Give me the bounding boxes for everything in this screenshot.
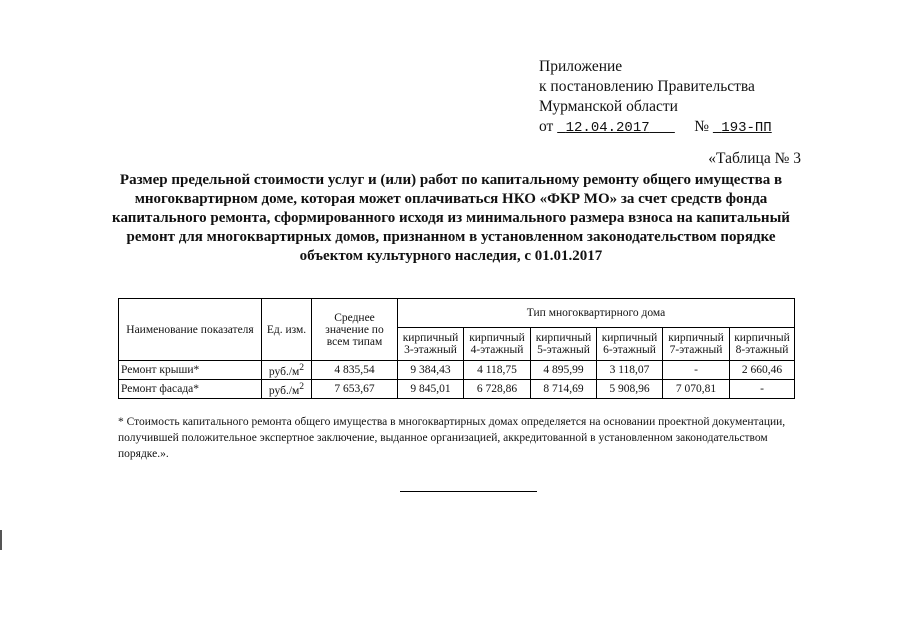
header-type: Тип многоквартирного дома: [398, 299, 795, 328]
header-name: Наименование показателя: [119, 299, 262, 361]
row-unit: $руб./м^2$: [262, 361, 312, 380]
type-header: кирпичный 3-этажный: [398, 328, 464, 361]
appendix-line-1: Приложение: [539, 58, 623, 75]
row-value: -: [663, 361, 730, 380]
date-prefix: от: [539, 118, 554, 135]
document-number: 193-ПП: [721, 120, 772, 136]
table-row: [119, 379, 795, 398]
number-prefix: №: [694, 118, 710, 135]
cost-table: [118, 298, 795, 399]
table-label: «Таблица № 3: [708, 150, 801, 167]
row-value: 9 384,43: [398, 361, 464, 380]
type-header: кирпичный 8-этажный: [730, 328, 795, 361]
row-value: 3 118,07: [597, 361, 663, 380]
appendix-header: [539, 57, 772, 138]
row-value: 4 118,75: [464, 361, 531, 380]
type-header: кирпичный 4-этажный: [464, 328, 531, 361]
row-value: 5 908,96: [597, 379, 663, 398]
appendix-line-3: Мурманской области: [539, 98, 678, 115]
row-value: 6 728,86: [464, 379, 531, 398]
row-value: -: [730, 379, 795, 398]
row-average: 7 653,67: [312, 379, 398, 398]
document-title: Размер предельной стоимости услуг и (или) работ по капитальному ремонту общего имущества в многоквартирном доме, которая может оплачиваться НКО «ФКР МО» за счет средств фонда капитального ремонта, сформированного исходя из минимального размера взноса на капитальный ремонт для многоквартирных домов, признанном в установленном законодательством порядке объектом культурного наследия, с 01.01.2017: [112, 172, 790, 264]
row-name: Ремонт фасада*: [119, 379, 262, 398]
document-date: 12.04.2017: [565, 120, 650, 136]
row-value: 7 070,81: [663, 379, 730, 398]
row-value: 4 895,99: [531, 361, 597, 380]
closing-rule: [400, 491, 537, 492]
row-average: 4 835,54: [312, 361, 398, 380]
row-value: 9 845,01: [398, 379, 464, 398]
row-value: 8 714,69: [531, 379, 597, 398]
type-header: кирпичный 5-этажный: [531, 328, 597, 361]
row-name: Ремонт крыши*: [119, 361, 262, 380]
table-header-row: [119, 299, 795, 328]
header-unit: Ед. изм.: [262, 299, 312, 361]
row-value: 2 660,46: [730, 361, 795, 380]
footnote: * Стоимость капитального ремонта общего имущества в многоквартирных домах определяется на основании проектной документации, получившей положительное экспертное заключение, выданное организацией, аккредитованной в установленном законодательством порядке.».: [118, 416, 786, 460]
row-unit: $руб./м^2$: [262, 379, 312, 398]
table-row: [119, 361, 795, 380]
type-header: кирпичный 7-этажный: [663, 328, 730, 361]
appendix-line-2: к постановлению Правительства: [539, 78, 755, 95]
scan-edge-mark: [0, 530, 2, 550]
appendix-date-line: [539, 117, 772, 138]
header-average: Среднее значение по всем типам: [312, 299, 398, 361]
type-header: кирпичный 6-этажный: [597, 328, 663, 361]
